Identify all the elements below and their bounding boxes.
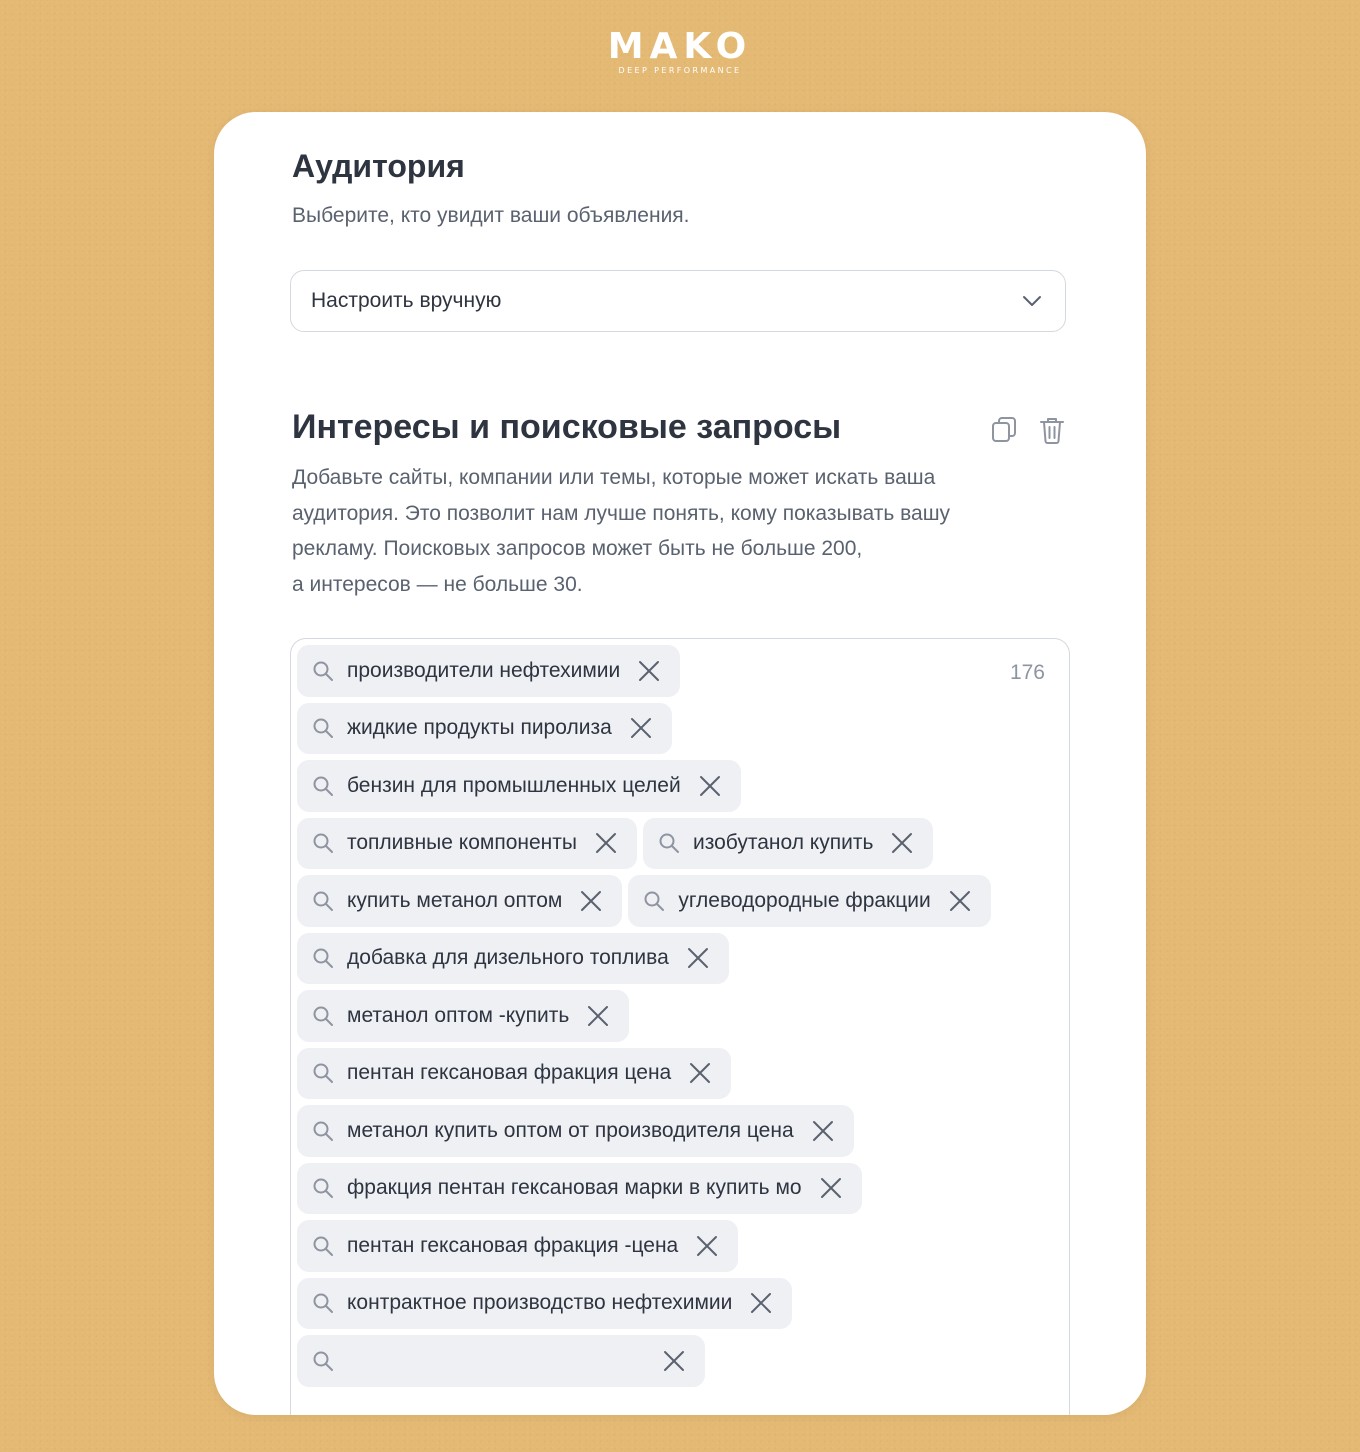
query-tag[interactable] bbox=[628, 875, 990, 927]
query-tag[interactable] bbox=[297, 818, 637, 870]
search-icon bbox=[311, 946, 335, 970]
close-icon[interactable] bbox=[889, 830, 915, 856]
close-icon[interactable] bbox=[628, 715, 654, 741]
query-tag[interactable] bbox=[297, 703, 672, 755]
tag-label: жидкие продукты пиролиза bbox=[347, 716, 612, 740]
tag-label: контрактное производство нефтехимии bbox=[347, 1291, 733, 1315]
tag-label: углеводородные фракции bbox=[678, 888, 931, 912]
query-tag[interactable] bbox=[297, 1048, 731, 1100]
audience-mode-value: Настроить вручную bbox=[311, 289, 502, 312]
search-icon bbox=[311, 1119, 335, 1143]
audience-title: Аудитория bbox=[292, 148, 465, 184]
copy-icon[interactable] bbox=[988, 414, 1020, 446]
search-icon bbox=[311, 1291, 335, 1315]
close-icon[interactable] bbox=[593, 830, 619, 856]
search-icon bbox=[657, 831, 681, 855]
mako-logo bbox=[0, 28, 1360, 75]
description-line: а интересов — не больше 30. bbox=[292, 572, 583, 596]
search-icon bbox=[642, 889, 666, 913]
logo-word: MAKO bbox=[607, 28, 753, 62]
query-tag[interactable] bbox=[643, 818, 933, 870]
query-tag[interactable] bbox=[297, 990, 629, 1042]
tag-label: пентан гексановая фракция -цена bbox=[347, 1233, 679, 1257]
close-icon[interactable] bbox=[947, 888, 973, 914]
audience-subtitle: Выберите, кто увидит ваши объявления. bbox=[292, 204, 690, 227]
trash-icon[interactable] bbox=[1036, 414, 1068, 446]
close-icon[interactable] bbox=[661, 1348, 687, 1374]
search-icon bbox=[311, 1349, 335, 1373]
close-icon[interactable] bbox=[687, 1060, 713, 1086]
close-icon[interactable] bbox=[818, 1175, 844, 1201]
audience-card bbox=[214, 112, 1146, 1415]
chevron-down-icon bbox=[1019, 288, 1045, 314]
query-tag[interactable] bbox=[297, 1105, 854, 1157]
query-tag[interactable] bbox=[297, 875, 622, 927]
search-icon bbox=[311, 774, 335, 798]
close-icon[interactable] bbox=[685, 945, 711, 971]
query-tag[interactable] bbox=[297, 1335, 705, 1387]
query-tag[interactable] bbox=[297, 933, 729, 985]
close-icon[interactable] bbox=[748, 1290, 774, 1316]
tag-label: бензин для промышленных целей bbox=[347, 773, 681, 797]
query-counter: 176 bbox=[1009, 661, 1045, 684]
query-tag[interactable] bbox=[297, 1278, 792, 1330]
tag-label: метанол оптом -купить bbox=[347, 1003, 570, 1027]
query-tag[interactable] bbox=[297, 645, 680, 697]
tag-label: пентан гексановая фракция цена bbox=[347, 1061, 672, 1085]
description-line: Добавьте сайты, компании или темы, которые может искать ваша bbox=[292, 466, 936, 489]
tag-label: фракция пентан гексановая марки в купить мо bbox=[347, 1176, 802, 1200]
close-icon[interactable] bbox=[585, 1003, 611, 1029]
interests-title: Интересы и поисковые запросы bbox=[292, 408, 842, 446]
audience-mode-select[interactable] bbox=[290, 270, 1066, 332]
search-icon bbox=[311, 1176, 335, 1200]
tag-label: купить метанол оптом bbox=[347, 888, 563, 912]
search-icon bbox=[311, 831, 335, 855]
tag-label: производители нефтехимии bbox=[347, 658, 621, 682]
query-tag[interactable] bbox=[297, 760, 741, 812]
close-icon[interactable] bbox=[694, 1233, 720, 1259]
search-queries-field[interactable] bbox=[290, 638, 1070, 1415]
logo-tagline: DEEP PERFORMANCE bbox=[618, 66, 742, 75]
query-tag[interactable] bbox=[297, 1163, 862, 1215]
close-icon[interactable] bbox=[697, 773, 723, 799]
tag-label: изобутанол купить bbox=[692, 831, 874, 855]
description-line: аудитория. Это позволит нам лучше понять, кому показывать вашу bbox=[292, 501, 951, 525]
close-icon[interactable] bbox=[578, 888, 604, 914]
tag-label: метанол купить оптом от производителя цена bbox=[347, 1118, 794, 1142]
tag-label: добавка для дизельного топлива bbox=[347, 946, 669, 970]
tag-label: топливные компоненты bbox=[347, 831, 577, 855]
search-icon bbox=[311, 659, 335, 683]
search-icon bbox=[311, 1004, 335, 1028]
search-icon bbox=[311, 1234, 335, 1258]
close-icon[interactable] bbox=[810, 1118, 836, 1144]
search-icon bbox=[311, 716, 335, 740]
description-line: рекламу. Поисковых запросов может быть не больше 200, bbox=[292, 537, 863, 560]
interests-description bbox=[292, 460, 1052, 602]
close-icon[interactable] bbox=[636, 658, 662, 684]
tag-list bbox=[297, 645, 997, 1387]
search-icon bbox=[311, 1061, 335, 1085]
search-icon bbox=[311, 889, 335, 913]
query-tag[interactable] bbox=[297, 1220, 738, 1272]
